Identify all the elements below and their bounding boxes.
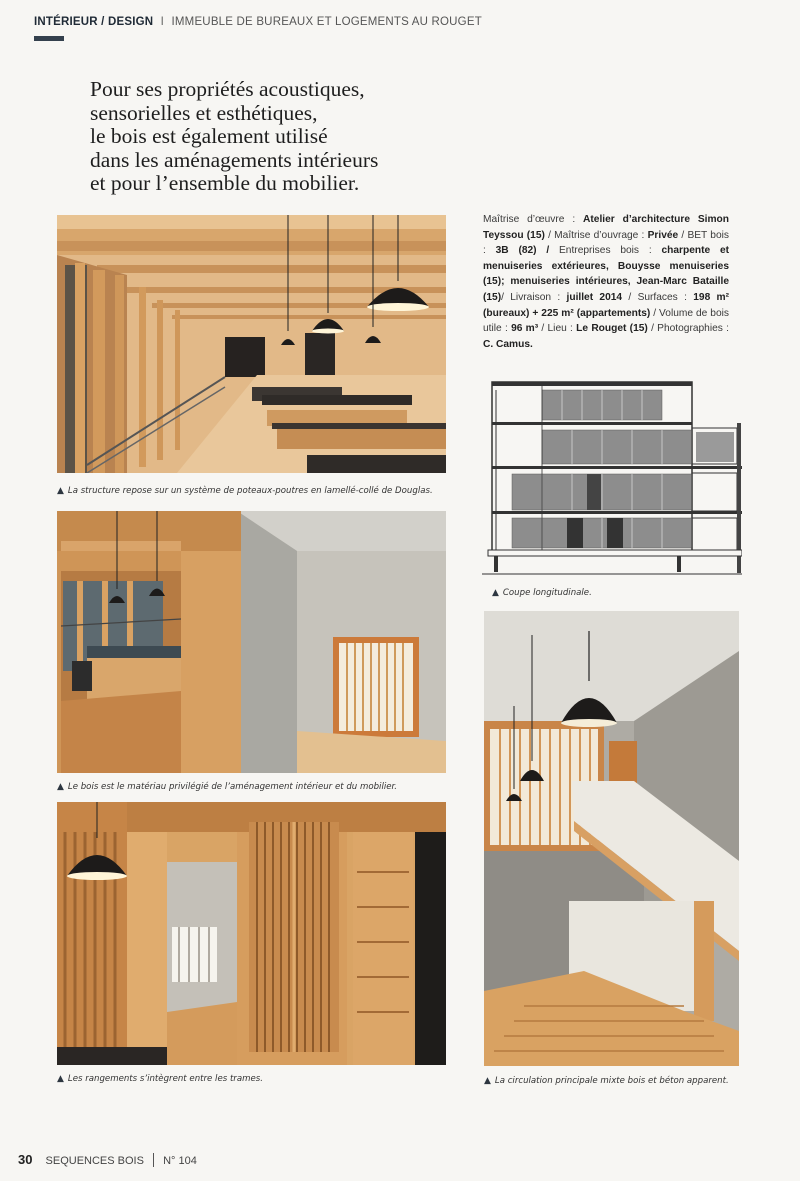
page-number: 30 <box>18 1152 33 1167</box>
credit-label: / Photographies : <box>647 323 729 335</box>
section-label: INTÉRIEUR / DESIGN <box>34 16 154 28</box>
credit-value: 3B (82) / <box>495 245 550 257</box>
photo-staircase <box>484 611 739 1066</box>
photo-storage <box>57 802 446 1065</box>
caption-marker: ▲ <box>492 588 499 598</box>
credit-label: / Livraison : <box>501 291 567 303</box>
credit-value: charpente et menuiseries extérieures, Bouysse menuiseries (15); menuiseries intérieures, Jean-Marc Bataille (15) <box>483 245 729 303</box>
article-subtitle: IMMEUBLE DE BUREAUX ET LOGEMENTS AU ROUGET <box>171 16 482 28</box>
caption-text: La circulation principale mixte bois et béton apparent. <box>494 1076 729 1086</box>
page-footer <box>18 1152 197 1167</box>
credit-value: 96 m³ <box>511 323 539 335</box>
drawing-longitudinal-section <box>482 378 742 580</box>
caption-marker: ▲ <box>484 1076 491 1086</box>
photo-office-structure <box>57 215 446 473</box>
issue-number: N° 104 <box>163 1155 197 1167</box>
caption-marker: ▲ <box>57 782 64 792</box>
credit-value: Privée <box>647 229 679 241</box>
credit-value: Atelier d’architecture Simon Teyssou (15) <box>483 214 729 241</box>
caption-coupe <box>492 588 592 598</box>
caption-text: Le bois est le matériau privilégié de l’aménagement intérieur et du mobilier. <box>67 782 397 792</box>
header-separator: I <box>160 16 165 28</box>
credit-label: / Surfaces : <box>622 291 694 303</box>
credit-label: / BET bois : <box>483 229 729 257</box>
credit-value: C. Camus. <box>483 338 533 350</box>
headline-line: sensorielles et esthétiques, <box>90 100 318 125</box>
headline-line: le bois est également utilisé <box>90 124 328 148</box>
header-accent-bar <box>34 36 64 41</box>
credit-value: Le Rouget (15) <box>576 323 648 335</box>
caption-marker: ▲ <box>57 1074 64 1084</box>
caption-bois <box>57 782 397 792</box>
caption-structure <box>57 486 433 496</box>
headline-line: Pour ses propriétés acoustiques, <box>90 77 365 101</box>
caption-rangements <box>57 1074 263 1084</box>
footer-divider <box>153 1153 154 1167</box>
credit-label: / Maîtrise d’ouvrage : <box>544 229 648 241</box>
headline-line: dans les aménagements intérieurs <box>90 147 379 172</box>
credit-label: Maîtrise d’œuvre : <box>483 214 584 225</box>
photo-office-interior <box>57 511 446 773</box>
credit-value: juillet 2014 <box>566 291 623 303</box>
caption-marker: ▲ <box>57 486 64 496</box>
caption-text: Coupe longitudinale. <box>502 588 592 598</box>
project-credits <box>483 212 729 352</box>
credit-value: 198 m² (bureaux) + 225 m² (appartements) <box>483 291 729 319</box>
caption-text: Les rangements s’intègrent entre les trames. <box>67 1074 263 1084</box>
credit-label: Entreprises bois : <box>549 245 662 257</box>
running-header <box>34 16 482 28</box>
headline-line: et pour l’ensemble du mobilier. <box>90 171 360 195</box>
credit-label: / Volume de bois utile : <box>483 307 729 335</box>
credit-label: / Lieu : <box>538 323 577 335</box>
caption-text: La structure repose sur un système de poteaux-poutres en lamellé-collé de Douglas. <box>67 486 433 496</box>
pull-quote-headline <box>90 78 450 196</box>
magazine-name: SEQUENCES BOIS <box>45 1155 144 1167</box>
caption-circulation <box>484 1076 729 1086</box>
